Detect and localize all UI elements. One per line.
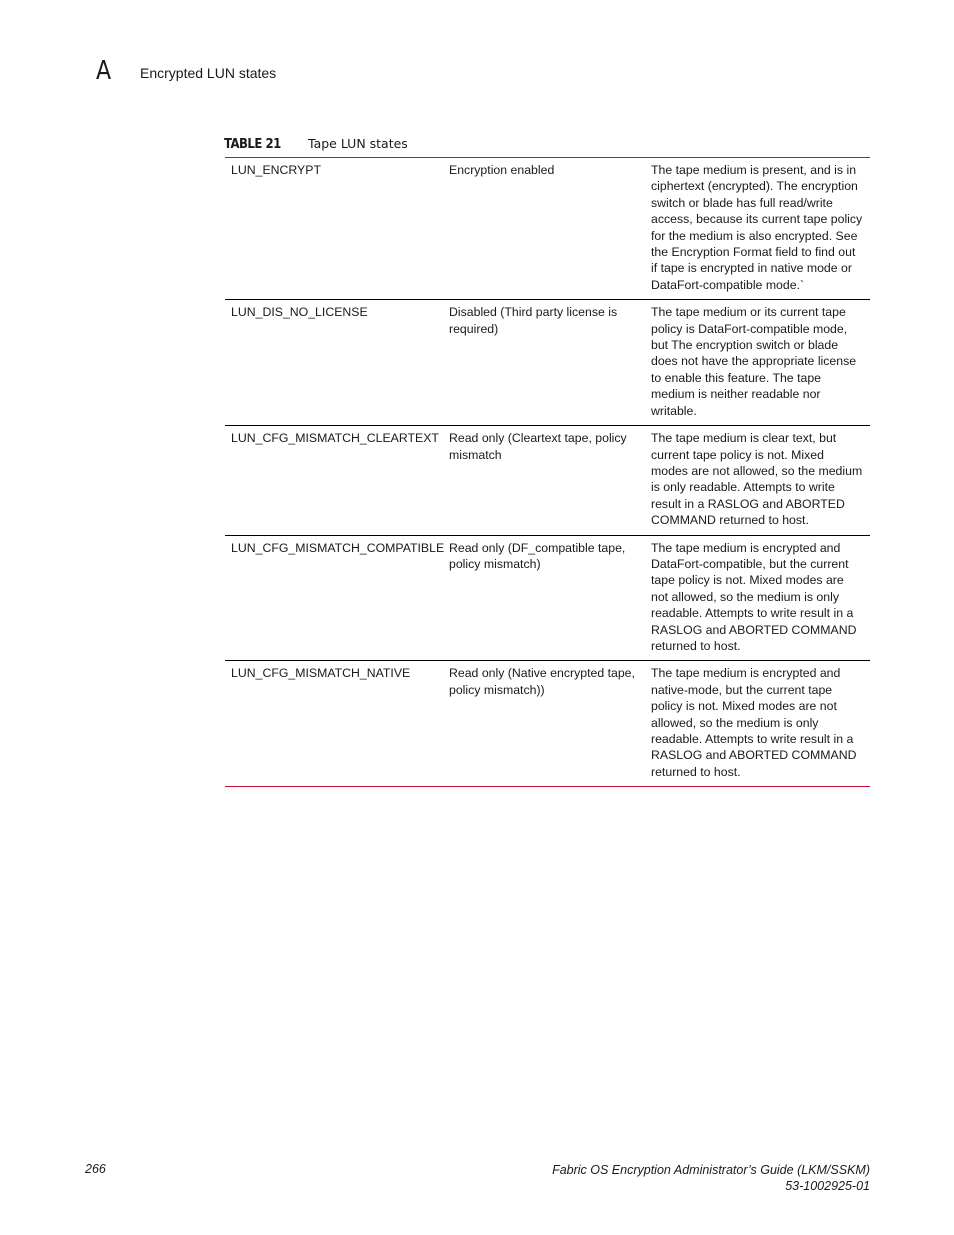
description-cell: The tape medium is encrypted and DataFort-compatible, but the current tape policy is not. Mixed modes are not allowed, so the medium is only readable. Attempts to write result in a RASLOG and ABORTED COMMAND returned to host. [651, 540, 857, 653]
status-cell: Read only (Native encrypted tape, policy mismatch)) [449, 666, 635, 697]
state-cell: LUN_CFG_MISMATCH_NATIVE [231, 666, 411, 681]
status-cell: Disabled (Third party license is required) [449, 305, 618, 336]
table-row [225, 661, 870, 787]
appendix-letter: A [96, 56, 112, 86]
state-cell: LUN_CFG_MISMATCH_CLEARTEXT [231, 431, 439, 446]
state-cell: LUN_CFG_MISMATCH_COMPATIBLE [231, 540, 445, 555]
table-row [225, 426, 870, 535]
page-number: 266 [85, 1162, 106, 1176]
description-cell: The tape medium is clear text, but current tape policy is not. Mixed modes are not allowed, so the medium is only readable. Attempts to write result in a RASLOG and ABORTED COMMAND returned to host. [651, 431, 863, 528]
state-cell: LUN_ENCRYPT [231, 163, 321, 177]
table-caption [224, 136, 408, 152]
table-row [225, 536, 870, 662]
status-cell: Encryption enabled [449, 163, 555, 177]
status-cell: Read only (Cleartext tape, policy mismatch [449, 431, 627, 462]
description-cell: The tape medium is encrypted and native-mode, but the current tape policy is not. Mixed modes are not allowed, so the medium is only readable. Attempts to write result in a RASLOG and ABORTED COMMAND returned to host. [651, 666, 857, 779]
doc-number: 53-1002925-01 [785, 1179, 870, 1193]
section-title: Encrypted LUN states [140, 65, 277, 81]
tape-lun-states-table [225, 157, 870, 787]
doc-title: Fabric OS Encryption Administrator’s Guide (LKM/SSKM) [552, 1163, 870, 1177]
description-cell: The tape medium is present, and is in ciphertext (encrypted). The encryption switch or blade has full read/write access, because its current tape policy for the medium is also encrypted. See the Encryption Format field to find out if tape is encrypted in native mode or DataFort-compatible mode.` [651, 163, 863, 292]
table-row [225, 158, 870, 300]
status-cell: Read only (DF_compatible tape, policy mismatch) [449, 540, 626, 571]
table-row [225, 300, 870, 426]
state-cell: LUN_DIS_NO_LICENSE [231, 305, 368, 320]
table-title: Tape LUN states [308, 136, 408, 151]
footer-doc-info [552, 1162, 870, 1194]
table-number: TABLE 21 [224, 137, 281, 152]
description-cell: The tape medium or its current tape policy is DataFort-compatible mode, but The encryption switch or blade does not have the appropriate license to enable this feature. The tape medium is neither readable nor writable. [651, 305, 857, 418]
